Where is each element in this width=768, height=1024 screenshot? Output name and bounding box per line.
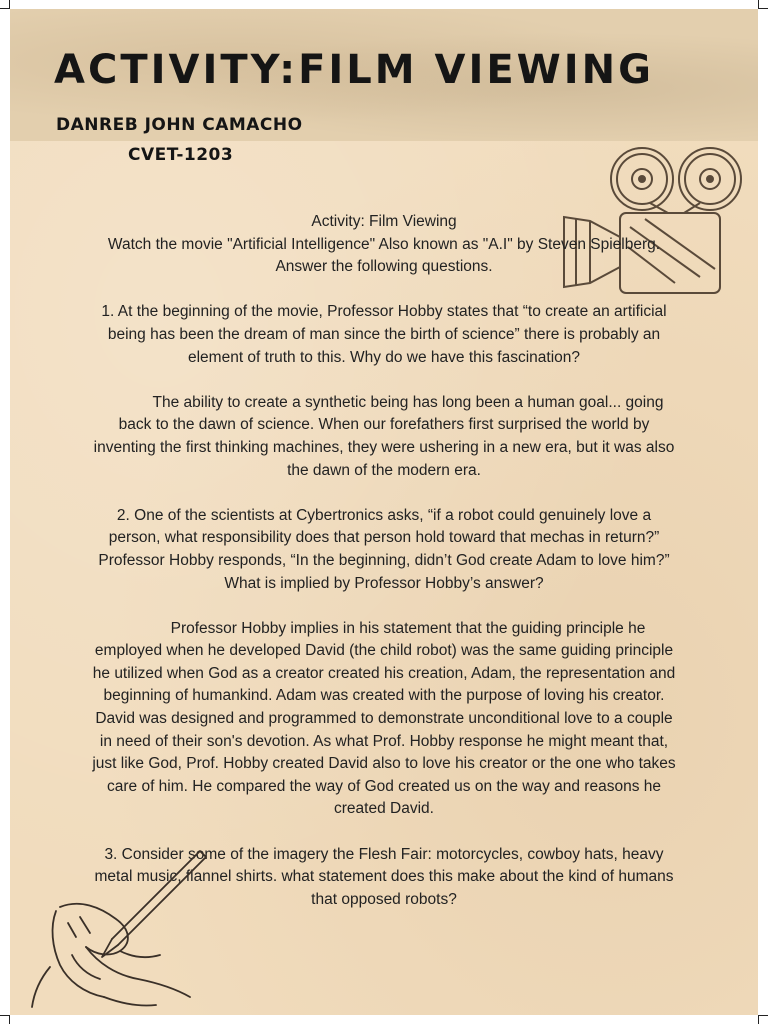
crop-mark	[9, 1015, 10, 1024]
crop-mark	[758, 1015, 759, 1024]
question-3: 3. Consider some of the imagery the Flesh Fair: motorcycles, cowboy hats, heavy metal music, flannel shirts. what statement does this make about the kind of humans that opposed robots?	[94, 845, 674, 908]
crop-mark	[759, 8, 768, 9]
intro-heading: Activity: Film Viewing	[311, 213, 457, 230]
document-body	[90, 211, 678, 934]
intro-block	[90, 211, 678, 279]
course-code: CVET-1203	[128, 145, 234, 165]
answer-1: The ability to create a synthetic being has long been a human goal... going back to the dawn of science. When our forefathers first surprised the world by inventing the first thinking machines, they were ushering in a new era, but it was also the dawn of the modern era.	[93, 393, 675, 479]
author-name: DANREB JOHN CAMACHO	[56, 115, 303, 135]
hand-writing-pencil-icon	[20, 847, 220, 1015]
intro-text: Watch the movie "Artificial Intelligence" Also known as "A.I" by Steven Spielberg. Answer the following questions.	[107, 235, 661, 276]
crop-mark	[759, 1015, 768, 1016]
document-page	[10, 9, 758, 1015]
question-1: 1. At the beginning of the movie, Professor Hobby states that “to create an artificial being has been the dream of man since the birth of science” there is probably an element of truth to this. Why do we have this fascination?	[101, 303, 667, 366]
answer-2: Professor Hobby implies in his statement that the guiding principle he employed when he developed David (the child robot) was the same guiding principle he utilized when God as a creator created his creation, Adam, the representation and beginning of humankind. Adam was created with the purpose of loving his creator. David was designed and programmed to demonstrate unconditional love to a couple in need of their son's devotion. As what Prof. Hobby response he might meant that, just like God, Prof. Hobby created David also to love his creator or the one who takes care of him. He compared the way of God created us on the way and reasons he created David.	[92, 619, 676, 818]
crop-mark	[9, 0, 10, 9]
crop-mark	[0, 8, 9, 9]
document-title: ACTIVITY:FILM VIEWING	[54, 47, 654, 93]
question-2: 2. One of the scientists at Cybertronics asks, “if a robot could genuinely love a person, what responsibility does that person hold toward that mechas in return?” Professor Hobby responds, “In the beginning, didn’t God create Adam to love him?” What is implied by Professor Hobby’s answer?	[98, 506, 670, 592]
crop-mark	[0, 1015, 9, 1016]
